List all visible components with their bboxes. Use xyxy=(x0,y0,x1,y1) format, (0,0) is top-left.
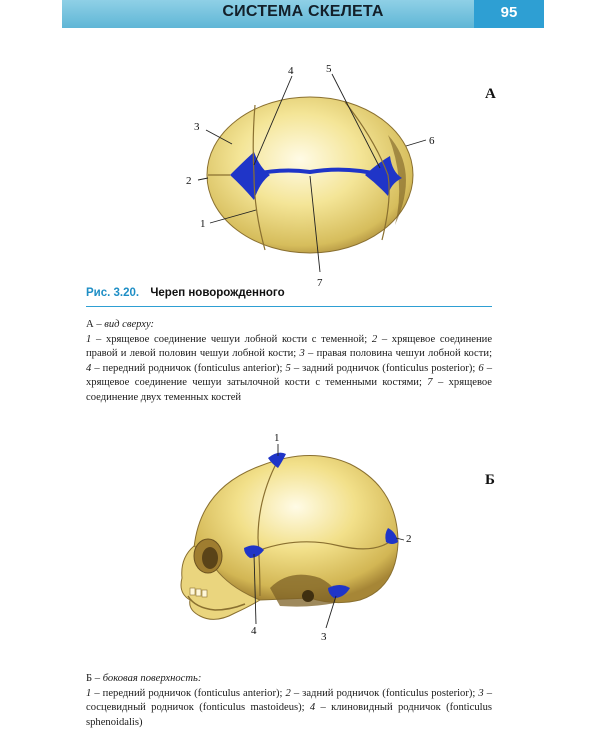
legend-a-text-3: правая половина чешуи лобной кости xyxy=(316,348,490,360)
figure-caption xyxy=(86,287,285,299)
skull-lateral-view-illustration xyxy=(160,428,430,650)
legend-b-view-letter: Б xyxy=(86,673,93,684)
page-header xyxy=(62,0,544,28)
callout-b-3: 3 xyxy=(321,631,327,643)
figure-a-letter: А xyxy=(485,86,496,102)
legend-a-text-5: задний родничок (fonticulus posterior) xyxy=(302,362,473,374)
legend-a-text-4: передний родничок (fonticulus anterior) xyxy=(102,362,280,374)
callout-a-6: 6 xyxy=(429,135,435,147)
legend-a-view-letter: А xyxy=(86,319,94,330)
figure-b-letter: Б xyxy=(485,472,495,488)
figure-number: Рис. 3.20. xyxy=(86,287,140,299)
legend-a-num-1: 1 xyxy=(86,333,92,345)
section-title: СИСТЕМА СКЕЛЕТА xyxy=(222,3,384,20)
legend-a-num-5: 5 xyxy=(285,362,291,374)
page-number-box xyxy=(474,0,544,28)
legend-b-num-3: 3 xyxy=(478,687,484,699)
callout-a-1: 1 xyxy=(200,218,206,230)
callout-a-3: 3 xyxy=(194,121,200,133)
callout-a-7: 7 xyxy=(317,277,323,289)
legend-b-view-label: боковая поверхность xyxy=(102,673,198,684)
caption-rule xyxy=(86,306,492,307)
legend-b-text-3: сосцевидный родничок (fonticulus mastoideus) xyxy=(86,702,302,714)
legend-a: А – вид сверху: 1 – хрящевое соединение чешуи лобной кости с теменной; 2 – хрящевое соединение правой и левой половин чешуи лобной кости; 3 – правая половина чешуи лобной кости; 4 – передний родничок (fonticulus anterior); 5 – задний родничок (fonticulus posterior); 6 – хрящевое соединение чешуи затылочной кости с теменными костями; 7 – хрящевое соединение двух теменных костей xyxy=(86,318,492,406)
legend-b-num-4: 4 xyxy=(309,702,316,714)
legend-a-text-1: хрящевое соединение чешуи лобной кости с теменной xyxy=(105,333,365,345)
callout-b-2: 2 xyxy=(406,533,412,545)
page-number: 95 xyxy=(500,4,518,21)
legend-a-text-6: хрящевое соединение чешуи затылочной кости с теменными костями xyxy=(86,377,419,389)
callout-b-4: 4 xyxy=(251,625,257,637)
legend-a-num-3: 3 xyxy=(299,348,305,360)
legend-b-text-1: передний родничок (fonticulus anterior) xyxy=(102,687,280,699)
legend-a-view-label: вид сверху xyxy=(104,319,151,330)
legend-b-text-2: задний родничок (fonticulus posterior) xyxy=(302,687,473,699)
legend-b: Б – боковая поверхность: 1 – передний родничок (fonticulus anterior); 2 – задний родничок (fonticulus posterior); 3 – сосцевидный родничок (fonticulus mastoideus); 4 – клиновидный родничок (fonticulus sphenoidalis) xyxy=(86,672,492,730)
legend-a-items: 1 – хрящевое соединение чешуи лобной кости с теменной; 2 – хрящевое соединение правой и левой половин чешуи лобной кости; 3 – правая половина чешуи лобной кости; 4 – передний родничок (fonticulus anterior); 5 – задний родничок (fonticulus posterior); 6 – хрящевое соединение чешуи затылочной кости с теменными костями; 7 – хрящевое соединение двух теменных костей xyxy=(86,333,493,403)
legend-a-text-2: хрящевое соединение правой и левой половин чешуи лобной кости xyxy=(86,333,493,360)
legend-b-num-1: 1 xyxy=(86,687,92,699)
legend-a-text-7: хрящевое соединение двух теменных костей xyxy=(86,377,493,403)
callout-a-2: 2 xyxy=(186,175,192,187)
legend-b-text-4: клиновидный родничок (fonticulus sphenoidalis) xyxy=(86,702,492,728)
callout-a-5: 5 xyxy=(326,63,332,75)
skull-top-view-illustration xyxy=(170,60,460,290)
legend-b-num-2: 2 xyxy=(285,687,291,699)
legend-a-num-2: 2 xyxy=(371,333,378,345)
callout-b-1: 1 xyxy=(274,432,280,444)
legend-a-num-4: 4 xyxy=(86,362,92,374)
ear-opening xyxy=(302,590,314,602)
legend-a-num-7: 7 xyxy=(427,377,433,389)
figure-title: Череп новорожденного xyxy=(150,287,285,299)
legend-b-items: 1 – передний родничок (fonticulus anterior); 2 – задний родничок (fonticulus posterior); 3 – сосцевидный родничок (fonticulus mastoideus); 4 – клиновидный родничок (fonticulus sphenoidalis) xyxy=(86,687,493,728)
legend-a-num-6: 6 xyxy=(478,362,484,374)
orbit-inner xyxy=(202,547,218,569)
callout-a-4: 4 xyxy=(288,65,294,77)
